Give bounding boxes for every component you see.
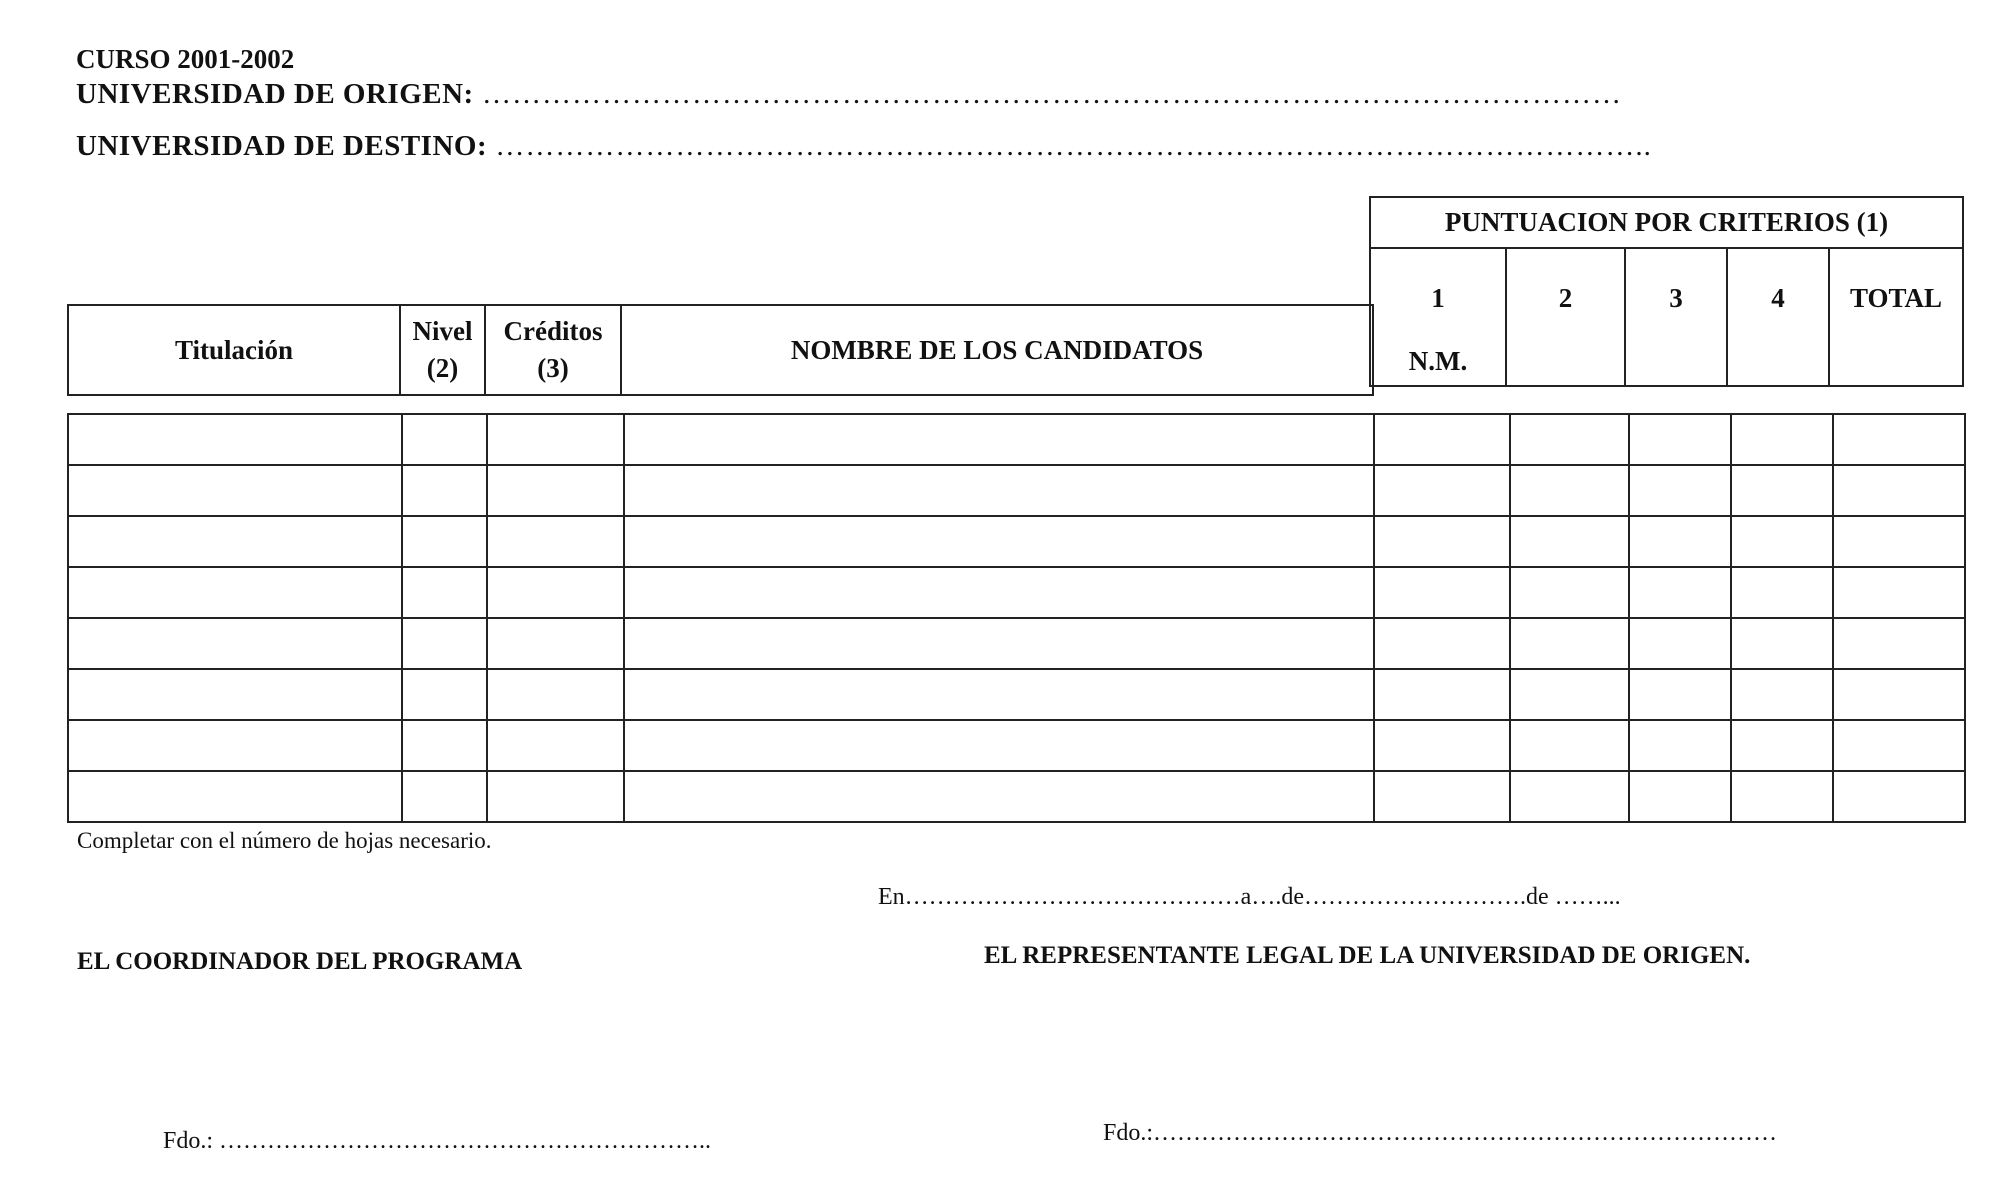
- cell-titulacion[interactable]: [68, 618, 402, 669]
- cell-nombre[interactable]: [624, 465, 1374, 516]
- cell-criterion-1[interactable]: [1374, 567, 1510, 618]
- cell-criterion-2[interactable]: [1510, 669, 1629, 720]
- cell-total[interactable]: [1833, 567, 1965, 618]
- column-header-creditos-note: (3): [537, 353, 569, 383]
- candidates-table-body: [68, 414, 1965, 822]
- completion-note: Completar con el número de hojas necesario.: [77, 828, 492, 853]
- destination-university-field[interactable]: ……………………………………………………………………………………………………..: [487, 130, 1652, 162]
- cell-criterion-2[interactable]: [1510, 465, 1629, 516]
- cell-criterion-3[interactable]: [1629, 465, 1731, 516]
- cell-nivel[interactable]: [402, 465, 487, 516]
- table-row: [68, 669, 1965, 720]
- course-label: CURSO 2001-2002: [76, 44, 295, 74]
- cell-criterion-3[interactable]: [1629, 567, 1731, 618]
- cell-creditos[interactable]: [487, 771, 624, 822]
- criterion-1-label: 1: [1431, 283, 1445, 313]
- cell-nivel[interactable]: [402, 771, 487, 822]
- origin-university-line: [76, 78, 1622, 111]
- cell-criterion-2[interactable]: [1510, 516, 1629, 567]
- cell-nombre[interactable]: [624, 567, 1374, 618]
- cell-criterion-4[interactable]: [1731, 669, 1833, 720]
- table-row: [68, 720, 1965, 771]
- cell-criterion-4[interactable]: [1731, 618, 1833, 669]
- cell-nivel[interactable]: [402, 618, 487, 669]
- coordinator-signature-field[interactable]: Fdo.: ……………………………………………………..: [163, 1128, 712, 1154]
- cell-criterion-4[interactable]: [1731, 465, 1833, 516]
- cell-creditos[interactable]: [487, 567, 624, 618]
- place-date-field[interactable]: En……………………………………a….de……………………….de ……...: [878, 884, 1621, 910]
- table-row: [68, 567, 1965, 618]
- cell-creditos[interactable]: [487, 414, 624, 465]
- cell-nivel[interactable]: [402, 516, 487, 567]
- criterion-total-header: [1829, 248, 1963, 386]
- cell-criterion-1[interactable]: [1374, 414, 1510, 465]
- cell-criterion-1[interactable]: [1374, 516, 1510, 567]
- cell-nivel[interactable]: [402, 567, 487, 618]
- column-header-creditos-label: Créditos: [503, 316, 603, 346]
- cell-total[interactable]: [1833, 669, 1965, 720]
- cell-criterion-4[interactable]: [1731, 720, 1833, 771]
- cell-criterion-2[interactable]: [1510, 567, 1629, 618]
- criterion-4-header: [1727, 248, 1829, 386]
- criteria-group-header: [1370, 197, 1963, 248]
- cell-nivel[interactable]: [402, 669, 487, 720]
- cell-nivel[interactable]: [402, 720, 487, 771]
- cell-criterion-1[interactable]: [1374, 720, 1510, 771]
- criteria-header-table: [1369, 196, 1964, 387]
- cell-total[interactable]: [1833, 771, 1965, 822]
- column-header-nivel-label: Nivel: [412, 316, 473, 346]
- cell-total[interactable]: [1833, 414, 1965, 465]
- cell-titulacion[interactable]: [68, 414, 402, 465]
- table-row: [68, 414, 1965, 465]
- cell-nombre[interactable]: [624, 669, 1374, 720]
- cell-creditos[interactable]: [487, 720, 624, 771]
- cell-titulacion[interactable]: [68, 720, 402, 771]
- cell-nivel[interactable]: [402, 414, 487, 465]
- coordinator-title: EL COORDINADOR DEL PROGRAMA: [77, 948, 523, 975]
- criterion-1-header: [1370, 248, 1506, 386]
- column-header-titulacion: [68, 305, 400, 395]
- cell-criterion-3[interactable]: [1629, 771, 1731, 822]
- criterion-4-label: 4: [1771, 283, 1785, 313]
- cell-nombre[interactable]: [624, 771, 1374, 822]
- cell-creditos[interactable]: [487, 516, 624, 567]
- column-header-nombre: [621, 305, 1373, 395]
- criterion-1-sublabel: N.M.: [1408, 346, 1468, 376]
- origin-university-field[interactable]: ……………………………………………………………………………………………………: [473, 78, 1622, 110]
- cell-criterion-2[interactable]: [1510, 618, 1629, 669]
- cell-criterion-3[interactable]: [1629, 720, 1731, 771]
- cell-criterion-4[interactable]: [1731, 567, 1833, 618]
- criterion-3-label: 3: [1669, 283, 1683, 313]
- table-row: [68, 465, 1965, 516]
- cell-criterion-2[interactable]: [1510, 771, 1629, 822]
- cell-criterion-2[interactable]: [1510, 414, 1629, 465]
- cell-criterion-4[interactable]: [1731, 771, 1833, 822]
- representative-signature-field[interactable]: Fdo.:……………………………………………………………………: [1103, 1120, 1778, 1146]
- column-header-nivel-note: (2): [426, 353, 459, 383]
- cell-creditos[interactable]: [487, 618, 624, 669]
- cell-total[interactable]: [1833, 720, 1965, 771]
- cell-titulacion[interactable]: [68, 465, 402, 516]
- column-header-titulacion-label: Titulación: [174, 334, 294, 365]
- cell-creditos[interactable]: [487, 669, 624, 720]
- cell-total[interactable]: [1833, 516, 1965, 567]
- criterion-2-label: 2: [1558, 283, 1573, 313]
- cell-creditos[interactable]: [487, 465, 624, 516]
- destination-university-label: UNIVERSIDAD DE DESTINO:: [76, 130, 488, 162]
- column-header-nivel: [400, 305, 485, 395]
- cell-criterion-3[interactable]: [1629, 516, 1731, 567]
- destination-university-line: [76, 130, 1652, 163]
- cell-criterion-1[interactable]: [1374, 618, 1510, 669]
- candidates-header-table: [67, 304, 1374, 396]
- table-row: [68, 516, 1965, 567]
- representative-title: EL REPRESENTANTE LEGAL DE LA UNIVERSIDAD DE ORIGEN.: [984, 942, 1751, 969]
- cell-total[interactable]: [1833, 618, 1965, 669]
- cell-criterion-3[interactable]: [1629, 414, 1731, 465]
- cell-nombre[interactable]: [624, 720, 1374, 771]
- cell-criterion-3[interactable]: [1629, 669, 1731, 720]
- cell-titulacion[interactable]: [68, 516, 402, 567]
- cell-nombre[interactable]: [624, 516, 1374, 567]
- criteria-group-title: PUNTUACION POR CRITERIOS (1): [1444, 207, 1889, 237]
- cell-criterion-1[interactable]: [1374, 771, 1510, 822]
- cell-total[interactable]: [1833, 465, 1965, 516]
- cell-titulacion[interactable]: [68, 669, 402, 720]
- candidates-table: [67, 413, 1966, 823]
- cell-nombre[interactable]: [624, 618, 1374, 669]
- origin-university-label: UNIVERSIDAD DE ORIGEN:: [76, 78, 474, 110]
- cell-criterion-4[interactable]: [1731, 414, 1833, 465]
- cell-criterion-1[interactable]: [1374, 669, 1510, 720]
- cell-titulacion[interactable]: [68, 567, 402, 618]
- cell-criterion-2[interactable]: [1510, 720, 1629, 771]
- cell-criterion-1[interactable]: [1374, 465, 1510, 516]
- cell-nombre[interactable]: [624, 414, 1374, 465]
- cell-criterion-4[interactable]: [1731, 516, 1833, 567]
- table-row: [68, 771, 1965, 822]
- column-header-creditos: [485, 305, 621, 395]
- criterion-total-label: TOTAL: [1850, 283, 1943, 313]
- column-header-nombre-label: NOMBRE DE LOS CANDIDATOS: [790, 334, 1204, 365]
- table-row: [68, 618, 1965, 669]
- criterion-2-header: [1506, 248, 1625, 386]
- cell-criterion-3[interactable]: [1629, 618, 1731, 669]
- criterion-3-header: [1625, 248, 1727, 386]
- cell-titulacion[interactable]: [68, 771, 402, 822]
